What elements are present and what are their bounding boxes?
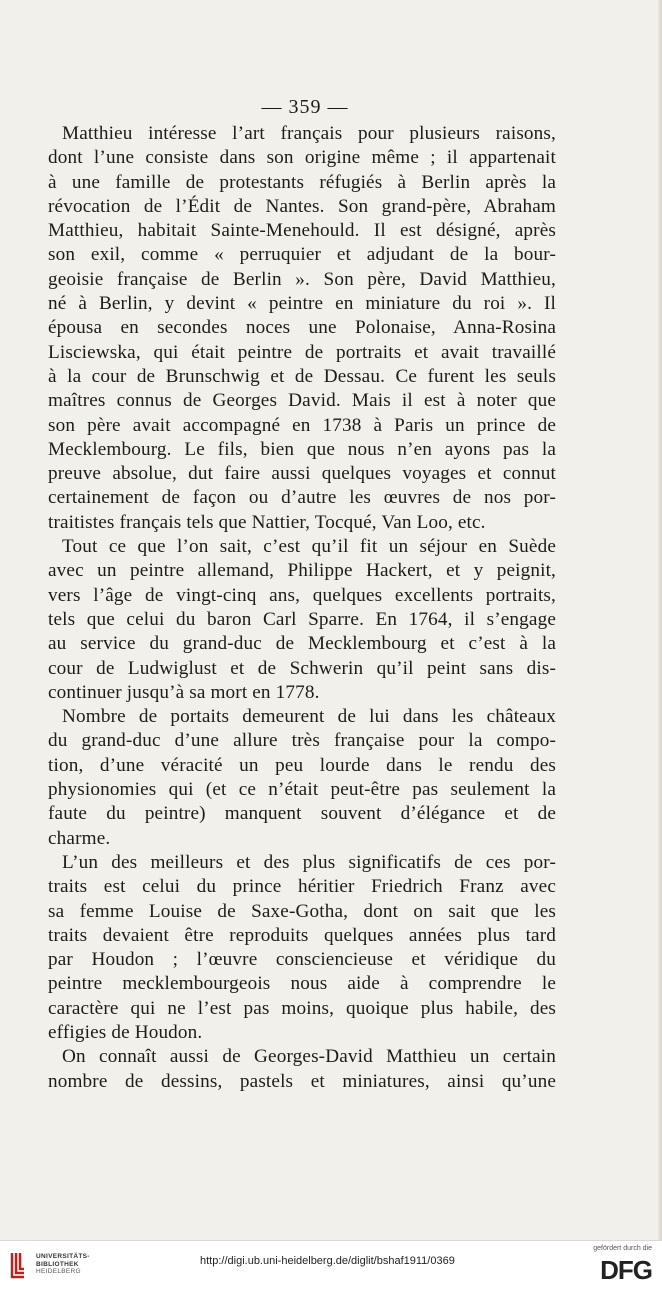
permalink-url[interactable]: http://digi.ub.uni-heidelberg.de/diglit/bshaf1911/0369: [200, 1255, 455, 1267]
text-line: vers l’âge de vingt-cinq ans, quelques excellents portraits,: [48, 584, 556, 606]
text-line: Tout ce que l’on sait, c’est qu’il fit un séjour en Suède: [62, 536, 556, 558]
text-line: charme.: [48, 827, 111, 849]
text-line: son père avait accompagné en 1738 à Paris un prince de: [48, 414, 556, 436]
funding-caption: gefördert durch die: [593, 1245, 652, 1252]
text-line: nombre de dessins, pastels et miniatures, ainsi qu’une: [48, 1070, 556, 1092]
text-line: certainement de façon ou d’autre les œuvres de nos por-: [48, 487, 556, 509]
text-line: continuer jusqu’à sa mort en 1778.: [48, 681, 320, 703]
text-line: dont l’une consiste dans son origine même ; il appartenait: [48, 147, 556, 169]
university-library-name: [36, 1253, 90, 1276]
body-text: [48, 122, 556, 1094]
text-line: On connaît aussi de Georges-David Matthieu un certain: [62, 1046, 556, 1068]
text-line: Nombre de portaits demeurent de lui dans les châteaux: [62, 706, 556, 728]
text-line: peintre mecklembourgeois nous aide à comprendre le: [48, 973, 556, 995]
text-line: Matthieu, habitait Sainte-Menehould. Il est désigné, après: [48, 220, 556, 242]
text-line: traits est celui du prince héritier Friedrich Franz avec: [48, 876, 556, 898]
library-name-line-1: UNIVERSITÄTS-: [36, 1253, 90, 1260]
text-line: faute du peintre) manquent souvent d’élégance et de: [48, 803, 556, 825]
text-line: Mecklembourg. Le fils, bien que nous n’en ayons pas la: [48, 438, 556, 460]
text-line: par Houdon ; l’œuvre consciencieuse et véridique du: [48, 949, 556, 971]
text-line: caractère qui ne l’est pas moins, quoique plus habile, des: [48, 997, 556, 1019]
dfg-logo: DFG: [600, 1255, 652, 1285]
text-line: épousa en secondes noces une Polonaise, Anna-Rosina: [48, 317, 556, 339]
text-line: à la cour de Brunschwig et de Dessau. Ce furent les seuls: [48, 365, 556, 387]
text-line: du grand-duc d’une allure très française pour la compo-: [48, 730, 556, 752]
text-line: traitistes français tels que Nattier, Tocqué, Van Loo, etc.: [48, 511, 486, 533]
text-line: avec un peintre allemand, Philippe Hackert, et y peignit,: [48, 560, 556, 582]
text-line: Lisciewska, qui était peintre de portraits et avait travaillé: [48, 341, 556, 363]
text-line: L’un des meilleurs et des plus significatifs de ces por-: [62, 851, 556, 873]
page-number: — 359 —: [261, 96, 349, 118]
university-library-logo-icon: [8, 1251, 28, 1279]
text-line: tels que celui du baron Carl Sparre. En 1764, il s’engage: [48, 608, 556, 630]
library-name-line-2: BIBLIOTHEK: [36, 1260, 79, 1268]
text-line: sa femme Louise de Saxe-Gotha, dont on sait que les: [48, 900, 556, 922]
text-line: au service du grand-duc de Mecklembourg et c’est à la: [48, 633, 556, 655]
text-line: traits devaient être reproduits quelques années plus tard: [48, 924, 556, 946]
text-line: preuve absolue, dut faire aussi quelques voyages et connut: [48, 463, 556, 485]
text-line: à une famille de protestants réfugiés à Berlin après la: [48, 171, 556, 193]
text-line: son exil, comme « perruquier et adjudant de la bour-: [48, 244, 556, 266]
library-name-line-3: HEIDELBERG: [36, 1268, 81, 1275]
text-line: maîtres connus de Georges David. Mais il est à noter que: [48, 390, 556, 412]
text-line: Matthieu intéresse l’art français pour plusieurs raisons,: [62, 123, 556, 144]
text-line: physionomies qui (et ce n’était peut-être pas seulement la: [48, 779, 556, 801]
text-line: né à Berlin, y devint « peintre en miniature du roi ». Il: [48, 293, 556, 315]
text-line: cour de Ludwiglust et de Schwerin qu’il peint sans dis-: [48, 657, 556, 679]
page-edge-shadow: [658, 0, 662, 1240]
text-line: révocation de l’Édit de Nantes. Son grand-père, Abraham: [48, 195, 556, 217]
text-line: geoisie française de Berlin ». Son père, David Matthieu,: [48, 268, 556, 290]
text-line: effigies de Houdon.: [48, 1021, 203, 1043]
viewer-footer: [0, 1240, 662, 1290]
text-line: tion, d’une véracité un peu lourde dans le rendu des: [48, 754, 556, 776]
